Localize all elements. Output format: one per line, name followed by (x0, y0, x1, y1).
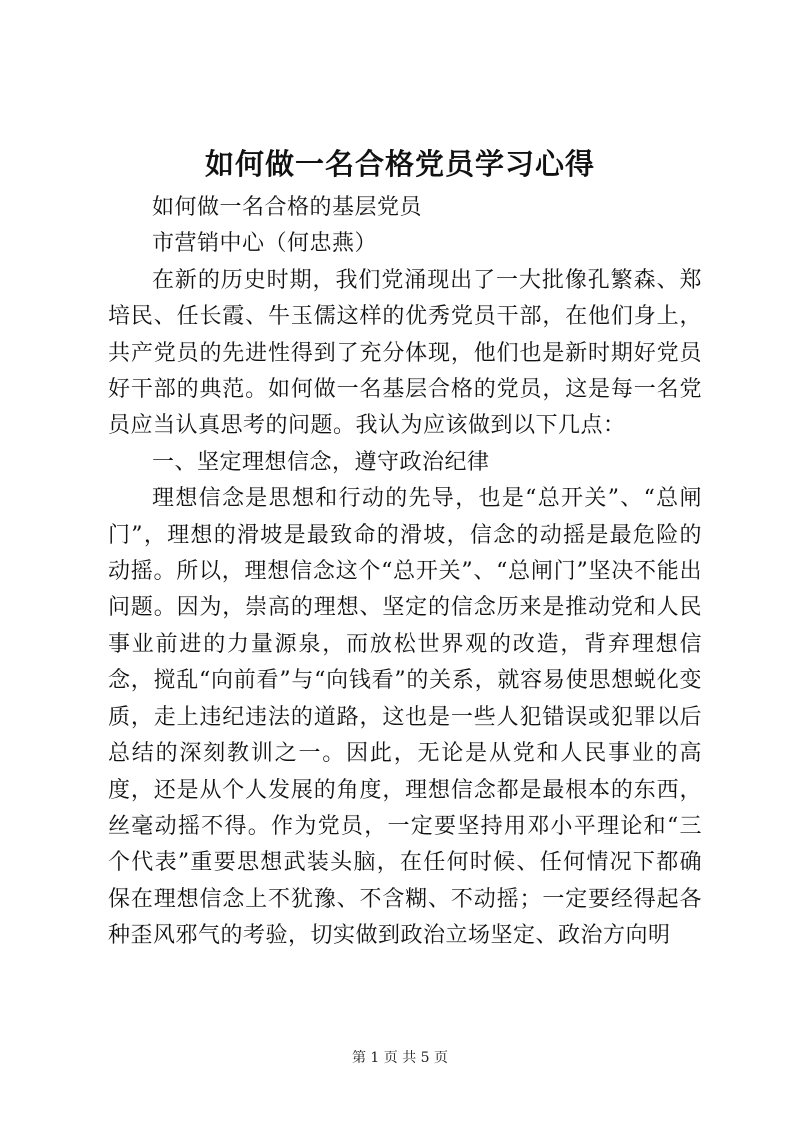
body-paragraph: 理想信念是思想和行动的先导，也是“总开关”、“总闸门”，理想的滑坡是最致命的滑坡，信念的动摇是最危险的动摇。所以，理想信念这个“总开关”、“总闸门”坚决不能出问题。因为，崇高的理想、坚定的信念历来是推动党和人民事业前进的力量源泉，而放松世界观的改造，背弃理想信念，搅乱“向前看”与“向钱看”的关系，就容易使思想蜕化变质，走上违纪违法的道路，这也是一些人犯错误或犯罪以后总结的深刻教训之一。因此，无论是从党和人民事业的高度，还是从个人发展的角度，理想信念都是最根本的东西，丝毫动摇不得。作为党员，一定要坚持用邓小平理论和“三个代表”重要思想武装头脑，在任何时候、任何情况下都确保在理想信念上不犹豫、不含糊、不动摇；一定要经得起各种歪风邪气的考验，切实做到政治立场坚定、政治方向明 (108, 486, 702, 949)
document-title: 如何做一名合格党员学习心得 (204, 147, 595, 181)
document-body (108, 190, 702, 955)
page-footer: 第 1 页 共 5 页 (351, 1050, 449, 1066)
section-heading: 一、坚定理想信念，遵守政治纪律 (152, 449, 490, 475)
subtitle-paragraph: 如何做一名合格的基层党员 (152, 195, 423, 220)
intro-paragraph: 在新的历史时期，我们党涌现出了一大批像孔繁森、郑培民、任长霞、牛玉儒这样的优秀党员干部，在他们身上，共产党员的先进性得到了充分体现，他们也是新时期好党员好干部的典范。如何做一名基层合格的党员，这是每一名党员应当认真思考的问题。我认为应该做到以下几点： (108, 267, 702, 439)
author-paragraph: 市营销中心（何忠燕） (152, 231, 378, 257)
